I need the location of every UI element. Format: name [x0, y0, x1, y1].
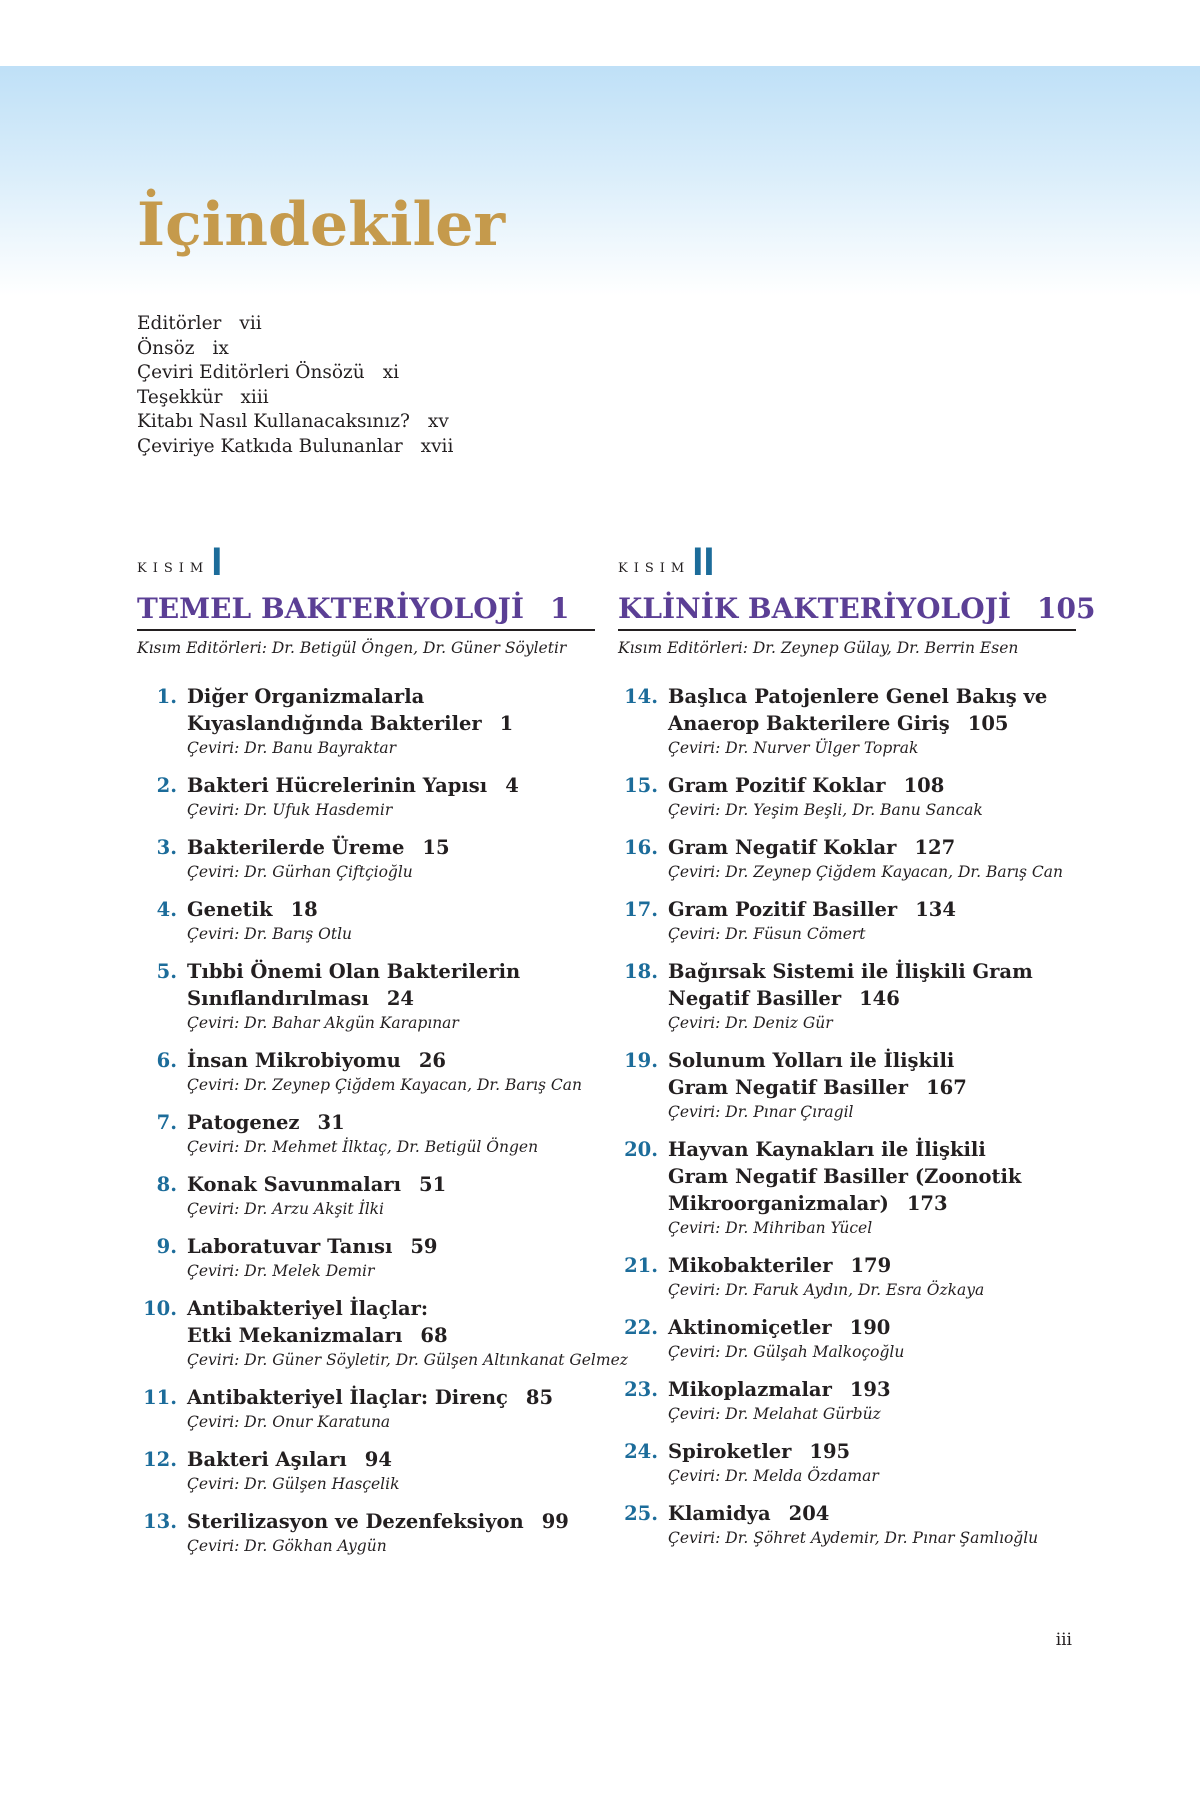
chapter-translator: Çeviri: Dr. Bahar Akgün Karapınar [187, 1014, 459, 1032]
chapter-number: 8. [156, 1173, 177, 1196]
part-label [137, 540, 595, 584]
kisim-label: KISIM [618, 561, 691, 576]
chapter-page: 173 [906, 1192, 948, 1215]
chapter-title-text: Gram Negatif Basiller [668, 1076, 909, 1099]
front-matter-label: Önsöz [137, 337, 195, 359]
chapter-translator: Çeviri: Dr. Melek Demir [187, 1262, 375, 1280]
chapter-title-text: Patogenez [187, 1111, 300, 1134]
chapter-title-text: Anaerop Bakterilere Giriş [668, 712, 950, 735]
chapter-page: 4 [505, 774, 519, 797]
chapter-title-text: İnsan Mikrobiyomu [187, 1049, 401, 1072]
chapter-body [668, 1252, 1076, 1302]
chapter-title-line [668, 1190, 1076, 1217]
chapter-number: 14. [624, 685, 658, 708]
chapter-entry [618, 1314, 1076, 1364]
chapter-number: 15. [624, 774, 658, 797]
chapter-body [187, 772, 595, 822]
chapter-body [187, 834, 595, 884]
chapter-title-text: Sterilizasyon ve Dezenfeksiyon [187, 1510, 524, 1533]
chapter-page: 94 [364, 1448, 392, 1471]
chapter-translator: Çeviri: Dr. Zeynep Çiğdem Kayacan, Dr. Barış Can [668, 863, 1063, 881]
chapter-entry [137, 1171, 595, 1221]
chapter-title-line [668, 896, 1076, 923]
chapter-title-text: Bağırsak Sistemi ile İlişkili Gram [668, 960, 1033, 983]
chapter-translator: Çeviri: Dr. Banu Bayraktar [187, 739, 397, 757]
chapter-title-text: Etki Mekanizmaları [187, 1324, 403, 1347]
chapter-title-line [668, 1438, 1076, 1465]
front-matter-label: Çeviriye Katkıda Bulunanlar [137, 435, 403, 457]
kisim-label: KISIM [137, 561, 210, 576]
chapter-entry [137, 1384, 595, 1434]
chapter-translator: Çeviri: Dr. Gülşah Malkoçoğlu [668, 1343, 905, 1361]
chapter-entry [618, 896, 1076, 946]
chapter-title-text: Gram Negatif Koklar [668, 836, 897, 859]
chapter-translator: Çeviri: Dr. Füsun Cömert [668, 925, 866, 943]
chapter-title-text: Gram Pozitif Basiller [668, 898, 898, 921]
chapter-entry [618, 683, 1076, 760]
chapter-title-line [187, 1233, 595, 1260]
chapter-title-line [187, 1322, 628, 1349]
front-matter-label: Editörler [137, 313, 222, 334]
chapter-translator: Çeviri: Dr. Deniz Gür [668, 1014, 833, 1032]
chapter-title-line [187, 1508, 595, 1535]
page-title: İçindekiler [137, 190, 506, 260]
chapter-title-line [187, 772, 595, 799]
front-matter-item [137, 337, 453, 362]
chapter-title-text: Tıbbi Önemi Olan Bakterilerin [187, 960, 521, 983]
chapter-number: 7. [156, 1111, 177, 1134]
chapter-body [187, 683, 595, 760]
chapter-number: 6. [156, 1049, 177, 1072]
chapter-list [618, 683, 1076, 1550]
chapter-number: 22. [624, 1316, 658, 1339]
chapter-title-line [668, 1314, 1076, 1341]
chapter-entry [137, 1508, 595, 1558]
chapter-page: 24 [386, 987, 414, 1010]
front-matter-item [137, 312, 453, 337]
part-page: 105 [1036, 592, 1096, 625]
chapter-title-text: Negatif Basiller [668, 987, 842, 1010]
front-matter-item [137, 435, 453, 460]
chapter-number: 13. [143, 1510, 177, 1533]
chapter-page: 59 [410, 1235, 438, 1258]
chapter-title-text: Başlıca Patojenlere Genel Bakış ve [668, 685, 1048, 708]
chapter-page: 15 [422, 836, 450, 859]
chapter-title-line [668, 958, 1076, 985]
chapter-translator: Çeviri: Dr. Şöhret Aydemir, Dr. Pınar Şamlıoğlu [668, 1529, 1039, 1547]
chapter-page: 127 [914, 836, 956, 859]
front-matter-item [137, 386, 453, 411]
chapter-title-line [668, 683, 1076, 710]
chapter-title-line [187, 1295, 628, 1322]
chapter-title-text: Diğer Organizmalarla [187, 685, 425, 708]
chapter-body [668, 1136, 1076, 1240]
chapter-title-line [187, 1171, 595, 1198]
part-editors: Kısım Editörleri: Dr. Betigül Öngen, Dr. Güner Söyletir [137, 639, 567, 657]
top-margin [0, 0, 1200, 66]
chapter-title-text: Sınıflandırılması [187, 987, 369, 1010]
chapter-body [187, 1295, 628, 1372]
chapter-entry [137, 958, 595, 1035]
chapter-page: 26 [418, 1049, 446, 1072]
chapter-body [668, 1438, 1076, 1488]
chapter-page: 68 [420, 1324, 448, 1347]
part-editors: Kısım Editörleri: Dr. Zeynep Gülay, Dr. Berrin Esen [618, 639, 1019, 657]
chapter-number: 3. [156, 836, 177, 859]
chapter-page: 146 [859, 987, 900, 1010]
chapter-page: 31 [317, 1111, 345, 1134]
chapter-title-line [668, 834, 1076, 861]
chapter-translator: Çeviri: Dr. Barış Otlu [187, 925, 353, 943]
chapter-translator: Çeviri: Dr. Onur Karatuna [187, 1413, 391, 1431]
chapter-title-line [187, 710, 595, 737]
chapter-page: 99 [541, 1510, 569, 1533]
chapter-body [187, 958, 595, 1035]
chapter-translator: Çeviri: Dr. Gökhan Aygün [187, 1537, 387, 1555]
chapter-number: 25. [624, 1502, 658, 1525]
chapter-number: 5. [156, 960, 177, 983]
chapter-page: 190 [849, 1316, 891, 1339]
chapter-number: 21. [624, 1254, 658, 1277]
chapter-number: 1. [156, 685, 177, 708]
chapter-title-line [187, 958, 595, 985]
chapter-title-text: Bakteri Hücrelerinin Yapısı [187, 774, 488, 797]
chapter-page: 51 [419, 1173, 447, 1196]
part-1-section [137, 540, 628, 1570]
chapter-number: 9. [156, 1235, 177, 1258]
chapter-body [668, 834, 1076, 884]
chapter-title-text: Mikroorganizmalar) [668, 1192, 889, 1215]
chapter-body [668, 1047, 1076, 1124]
chapter-page: 167 [926, 1076, 967, 1099]
chapter-entry [618, 1438, 1076, 1488]
front-matter-list [137, 312, 453, 459]
chapter-entry [618, 1047, 1076, 1124]
front-matter-page: vii [239, 313, 262, 334]
chapter-entry [137, 1295, 628, 1372]
chapter-translator: Çeviri: Dr. Melda Özdamar [668, 1467, 879, 1485]
chapter-body [668, 958, 1076, 1035]
chapter-title-text: Antibakteriyel İlaçlar: [187, 1297, 429, 1320]
chapter-title-text: Konak Savunmaları [187, 1173, 402, 1196]
chapter-title-line [187, 834, 595, 861]
chapter-title-text: Mikoplazmalar [668, 1378, 832, 1401]
chapter-title-text: Aktinomiçetler [668, 1316, 832, 1339]
chapter-body [187, 1109, 595, 1159]
chapter-entry [618, 772, 1076, 822]
chapter-title-text: Genetik [187, 898, 273, 921]
chapter-title-text: Bakteri Aşıları [187, 1448, 347, 1471]
chapter-title-line [187, 1047, 595, 1074]
chapter-translator: Çeviri: Dr. Yeşim Beşli, Dr. Banu Sancak [668, 801, 983, 819]
chapter-translator: Çeviri: Dr. Ufuk Hasdemir [187, 801, 393, 819]
chapter-page: 179 [850, 1254, 892, 1277]
chapter-title-text: Spiroketler [668, 1440, 792, 1463]
page-number: iii [1055, 1630, 1072, 1650]
chapter-body [668, 1500, 1076, 1550]
chapter-translator: Çeviri: Dr. Nurver Ülger Toprak [668, 739, 919, 757]
chapter-list [137, 683, 628, 1558]
chapter-translator: Çeviri: Dr. Mihriban Yücel [668, 1219, 873, 1237]
part-title [618, 592, 1096, 631]
front-matter-page: xvii [420, 435, 454, 457]
front-matter-item [137, 361, 453, 386]
chapter-title-line [668, 1376, 1076, 1403]
chapter-body [187, 1508, 595, 1558]
chapter-title-text: Gram Pozitif Koklar [668, 774, 886, 797]
chapter-body [668, 683, 1076, 760]
chapter-title-line [668, 1136, 1076, 1163]
chapter-number: 4. [156, 898, 177, 921]
chapter-body [187, 1047, 595, 1097]
chapter-title-line [668, 1500, 1076, 1527]
chapter-title-text: Kıyaslandığında Bakteriler [187, 712, 482, 735]
chapter-title-text: Solunum Yolları ile İlişkili [668, 1049, 955, 1072]
front-matter-page: xv [427, 411, 449, 432]
chapter-title-line [187, 1109, 595, 1136]
front-matter-label: Çeviri Editörleri Önsözü [137, 362, 365, 383]
chapter-number: 20. [624, 1138, 658, 1161]
front-matter-page: xi [382, 362, 400, 383]
chapter-body [668, 772, 1076, 822]
chapter-title-text: Laboratuvar Tanısı [187, 1235, 393, 1258]
chapter-page: 105 [967, 712, 1009, 735]
chapter-title-text: Hayvan Kaynakları ile İlişkili [668, 1138, 986, 1161]
chapter-title-line [187, 1446, 595, 1473]
chapter-page: 195 [809, 1440, 851, 1463]
chapter-number: 12. [143, 1448, 177, 1471]
chapter-title-line [668, 710, 1076, 737]
chapter-body [187, 1446, 595, 1496]
chapter-title-text: Antibakteriyel İlaçlar: Direnç [187, 1386, 508, 1409]
chapter-number: 10. [143, 1297, 177, 1320]
chapter-entry [137, 772, 595, 822]
chapter-entry [618, 1500, 1076, 1550]
chapter-title-line [187, 985, 595, 1012]
chapter-translator: Çeviri: Dr. Güner Söyletir, Dr. Gülşen Altınkanat Gelmez [187, 1351, 628, 1369]
chapter-number: 17. [624, 898, 658, 921]
part-label [618, 540, 1076, 584]
chapter-body [668, 1376, 1076, 1426]
chapter-title-line [187, 1384, 595, 1411]
chapter-title-line [187, 683, 595, 710]
chapter-body [668, 1314, 1076, 1364]
chapter-translator: Çeviri: Dr. Mehmet İlktaç, Dr. Betigül Öngen [187, 1138, 539, 1156]
chapter-page: 134 [915, 898, 956, 921]
chapter-title-text: Bakterilerde Üreme [187, 836, 405, 859]
part-page: 1 [550, 592, 570, 625]
front-matter-page: xiii [240, 386, 269, 408]
part-numeral: II [692, 540, 715, 584]
chapter-entry [137, 896, 595, 946]
header-gradient-band [0, 66, 1200, 296]
chapter-body [187, 896, 595, 946]
chapter-number: 24. [624, 1440, 658, 1463]
chapter-title-line [187, 896, 595, 923]
chapter-body [187, 1384, 595, 1434]
chapter-page: 18 [290, 898, 318, 921]
chapter-entry [618, 1252, 1076, 1302]
chapter-translator: Çeviri: Dr. Zeynep Çiğdem Kayacan, Dr. Barış Can [187, 1076, 582, 1094]
part-title-text: KLİNİK BAKTERİYOLOJİ [618, 592, 1011, 625]
chapter-page: 204 [788, 1502, 830, 1525]
chapter-translator: Çeviri: Dr. Melahat Gürbüz [668, 1405, 881, 1423]
chapter-number: 23. [624, 1378, 658, 1401]
chapter-title-line [668, 1074, 1076, 1101]
chapter-translator: Çeviri: Dr. Gülşen Hasçelik [187, 1475, 400, 1493]
chapter-title-line [668, 1252, 1076, 1279]
part-title [137, 592, 595, 631]
chapter-entry [618, 834, 1076, 884]
chapter-entry [137, 1047, 595, 1097]
chapter-entry [137, 1446, 595, 1496]
chapter-entry [137, 1109, 595, 1159]
chapter-translator: Çeviri: Dr. Faruk Aydın, Dr. Esra Özkaya [668, 1281, 985, 1299]
chapter-translator: Çeviri: Dr. Arzu Akşit İlki [187, 1200, 385, 1218]
chapter-translator: Çeviri: Dr. Pınar Çıragil [668, 1103, 854, 1121]
chapter-title-text: Mikobakteriler [668, 1254, 833, 1277]
chapter-page: 193 [849, 1378, 891, 1401]
chapter-entry [137, 683, 595, 760]
chapter-entry [137, 834, 595, 884]
front-matter-label: Kitabı Nasıl Kullanacaksınız? [137, 411, 410, 432]
chapter-translator: Çeviri: Dr. Gürhan Çiftçioğlu [187, 863, 413, 881]
chapter-title-line [668, 1163, 1076, 1190]
chapter-body [187, 1233, 595, 1283]
chapter-title-line [668, 772, 1076, 799]
front-matter-item [137, 410, 453, 435]
front-matter-label: Teşekkür [137, 386, 223, 408]
chapter-page: 108 [903, 774, 945, 797]
front-matter-page: ix [212, 337, 229, 359]
chapter-page: 1 [499, 712, 514, 735]
part-numeral: I [211, 540, 223, 584]
chapter-title-line [668, 1047, 1076, 1074]
chapter-entry [618, 958, 1076, 1035]
part-title-text: TEMEL BAKTERİYOLOJİ [137, 592, 525, 625]
chapter-entry [137, 1233, 595, 1283]
chapter-body [187, 1171, 595, 1221]
chapter-number: 16. [624, 836, 658, 859]
chapter-title-text: Klamidya [668, 1502, 771, 1525]
chapter-title-text: Gram Negatif Basiller (Zoonotik [668, 1165, 1022, 1188]
chapter-entry [618, 1136, 1076, 1240]
chapter-number: 18. [624, 960, 658, 983]
chapter-body [668, 896, 1076, 946]
part-2-section [618, 540, 1096, 1562]
chapter-number: 11. [143, 1386, 177, 1409]
chapter-title-line [668, 985, 1076, 1012]
chapter-number: 2. [156, 774, 177, 797]
chapter-entry [618, 1376, 1076, 1426]
chapter-page: 85 [525, 1386, 554, 1409]
chapter-number: 19. [624, 1049, 658, 1072]
